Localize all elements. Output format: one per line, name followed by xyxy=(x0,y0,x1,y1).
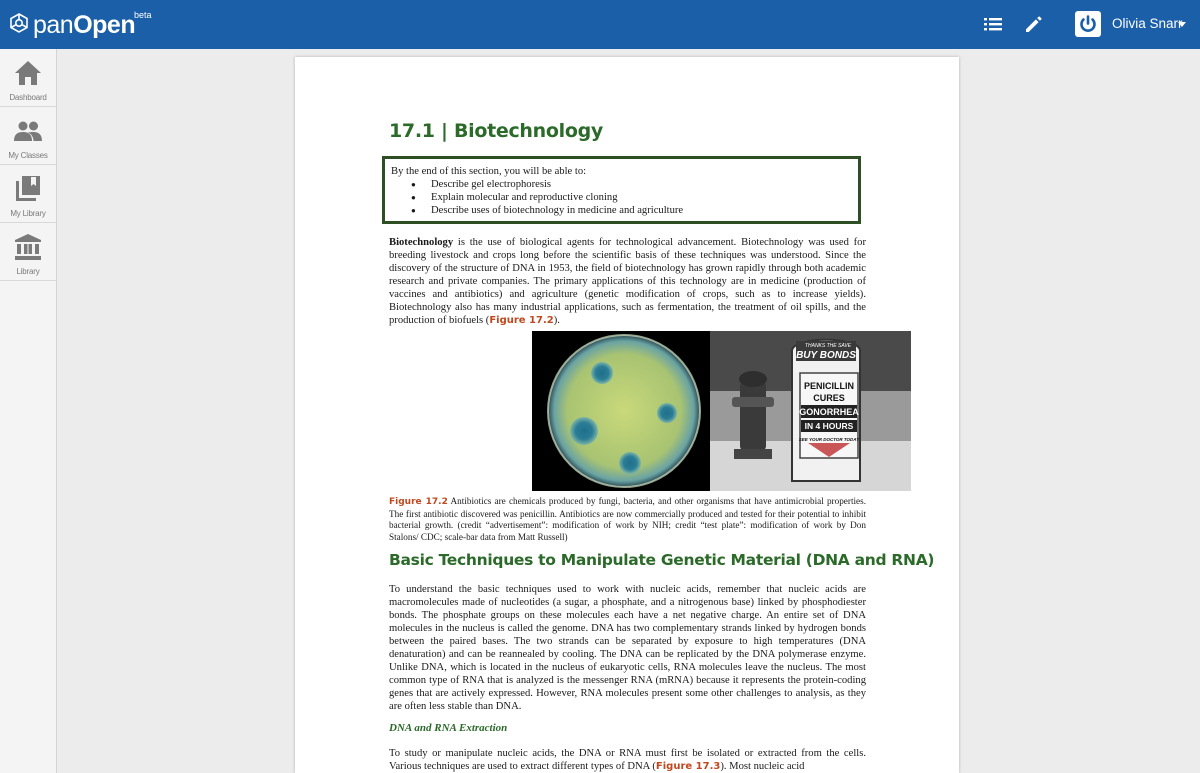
poster-line-doctor: SEE YOUR DOCTOR TODAY xyxy=(798,437,860,442)
paragraph-text: is the use of biological agents for technological advancement. Biotechnology was used for breeding livestock and crops long before the scientific basis of these techniques was understood. Since the discovery of the structure of DNA in 1953, the field of biotechnology has grown rapidly through both academic research and private companies. The primary applications of this technology are in medicine (production of vaccines and antibiotics) and agriculture (genetic modification of crops, such as to increase yields). Biotechnology also has many industrial applications, such as fermentation, the treatment of oil spills, and the production of biofuels ( xyxy=(389,237,866,326)
extraction-paragraph xyxy=(389,747,866,773)
people-icon xyxy=(14,117,42,145)
term-biotechnology: Biotechnology xyxy=(389,237,454,248)
objective-item: ● Describe uses of biotechnology in medicine and agriculture xyxy=(391,204,858,217)
poster-line-cures: CURES xyxy=(813,393,845,403)
sidebar-item-label: Dashboard xyxy=(9,93,47,102)
chevron-down-icon[interactable] xyxy=(1178,22,1186,27)
paragraph-text: To study or manipulate nucleic acids, the DNA or RNA must first be isolated or extracted from the cells. Various techniques are used to extract different types of DNA ( xyxy=(389,748,866,772)
top-bar xyxy=(0,0,1200,49)
list-icon[interactable] xyxy=(981,12,1005,36)
sidebar-item-my-library[interactable] xyxy=(0,165,56,223)
objective-item: ● Describe gel electrophoresis xyxy=(391,178,858,191)
petri-dish-image xyxy=(532,331,710,491)
intro-paragraph xyxy=(389,236,866,327)
objective-item: ● Explain molecular and reproductive cloning xyxy=(391,191,858,204)
penicillin-poster-image xyxy=(710,331,911,491)
document-page[interactable] xyxy=(295,57,959,773)
poster-line-penicillin: PENICILLIN xyxy=(803,381,855,391)
objectives-list xyxy=(391,178,858,217)
heading-basic-techniques: Basic Techniques to Manipulate Genetic Material (DNA and RNA) xyxy=(389,551,935,569)
poster-buy-bonds: BUY BONDS xyxy=(796,350,856,361)
sidebar-item-dashboard[interactable] xyxy=(0,49,56,107)
sidebar-item-label: My Classes xyxy=(8,151,48,160)
poster-line-gonorrhea: GONORRHEA xyxy=(799,407,859,417)
petri-dish-photo xyxy=(532,331,710,491)
brand-name: panOpen xyxy=(33,10,136,39)
poster-top-line: THANKS THE SAVE xyxy=(804,343,852,349)
section-title: 17.1 | Biotechnology xyxy=(389,120,603,142)
panopen-logo-icon xyxy=(8,12,30,38)
caption-text: Antibiotics are chemicals produced by fungi, bacteria, and other organisms that have antimicrobial properties. The first antibiotic discovered was penicillin. Antibiotics are now commercially produced and tested for their potential to inhibit bacterial growth. (credit “advertisement”: modification of work by NIH; credit “test plate”: modification of work by Don Stalons/ CDC; scale-bar data from Matt Russell) xyxy=(389,496,866,542)
sidebar-item-label: My Library xyxy=(10,209,46,218)
power-icon xyxy=(1075,11,1101,37)
sidebar-item-label: Library xyxy=(16,267,40,276)
panopen-logo[interactable] xyxy=(8,9,152,41)
basic-techniques-paragraph: To understand the basic techniques used to work with nucleic acids, remember that nucleic acids are macromolecules made of nucleotides (a sugar, a phosphate, and a nitrogenous base) linked by phosphodiester bonds. The phosphate groups on these molecules each have a net negative charge. An entire set of DNA molecules in the nucleus is called the genome. DNA has two complementary strands linked by hydrogen bonds between the paired bases. The two strands can be separated by exposure to high temperatures (DNA denaturation) and can be reannealed by cooling. The DNA can be replicated by the DNA polymerase enzyme. Unlike DNA, which is located in the nucleus of eukaryotic cells, RNA molecules leave the nucleus. The most common type of RNA that is analyzed is the messenger RNA (mRNA) because it represents the protein-coding genes that are actively expressed. However, RNA molecules present some other challenges to analysis, as they are often less stable than DNA. xyxy=(389,584,866,712)
heading-dna-rna-extraction: DNA and RNA Extraction xyxy=(389,722,508,734)
learning-objectives-box xyxy=(382,156,861,224)
figure-link-17-3[interactable]: Figure 17.3 xyxy=(655,761,721,772)
sidebar-item-library[interactable] xyxy=(0,223,56,281)
figure-17-2 xyxy=(532,331,911,491)
home-icon xyxy=(14,59,42,87)
pencil-icon[interactable] xyxy=(1022,12,1046,36)
power-button[interactable] xyxy=(1075,11,1101,37)
sidebar xyxy=(0,49,57,773)
beta-badge: beta xyxy=(134,10,152,20)
poster-line-hours: IN 4 HOURS xyxy=(804,421,854,431)
figure-link-17-2[interactable]: Figure 17.2 xyxy=(489,315,554,326)
sidebar-item-my-classes[interactable] xyxy=(0,107,56,165)
books-icon xyxy=(14,175,42,203)
objectives-intro: By the end of this section, you will be able to: xyxy=(391,166,587,177)
institution-icon xyxy=(14,233,42,261)
penicillin-poster-photo xyxy=(710,331,911,491)
caption-label: Figure 17.2 xyxy=(389,497,448,507)
paragraph-text: ). xyxy=(553,315,560,326)
user-menu-name[interactable]: Olivia Snarr xyxy=(1112,16,1183,31)
figure-caption xyxy=(389,496,866,543)
paragraph-text: ). Most nucleic acid xyxy=(720,761,805,772)
